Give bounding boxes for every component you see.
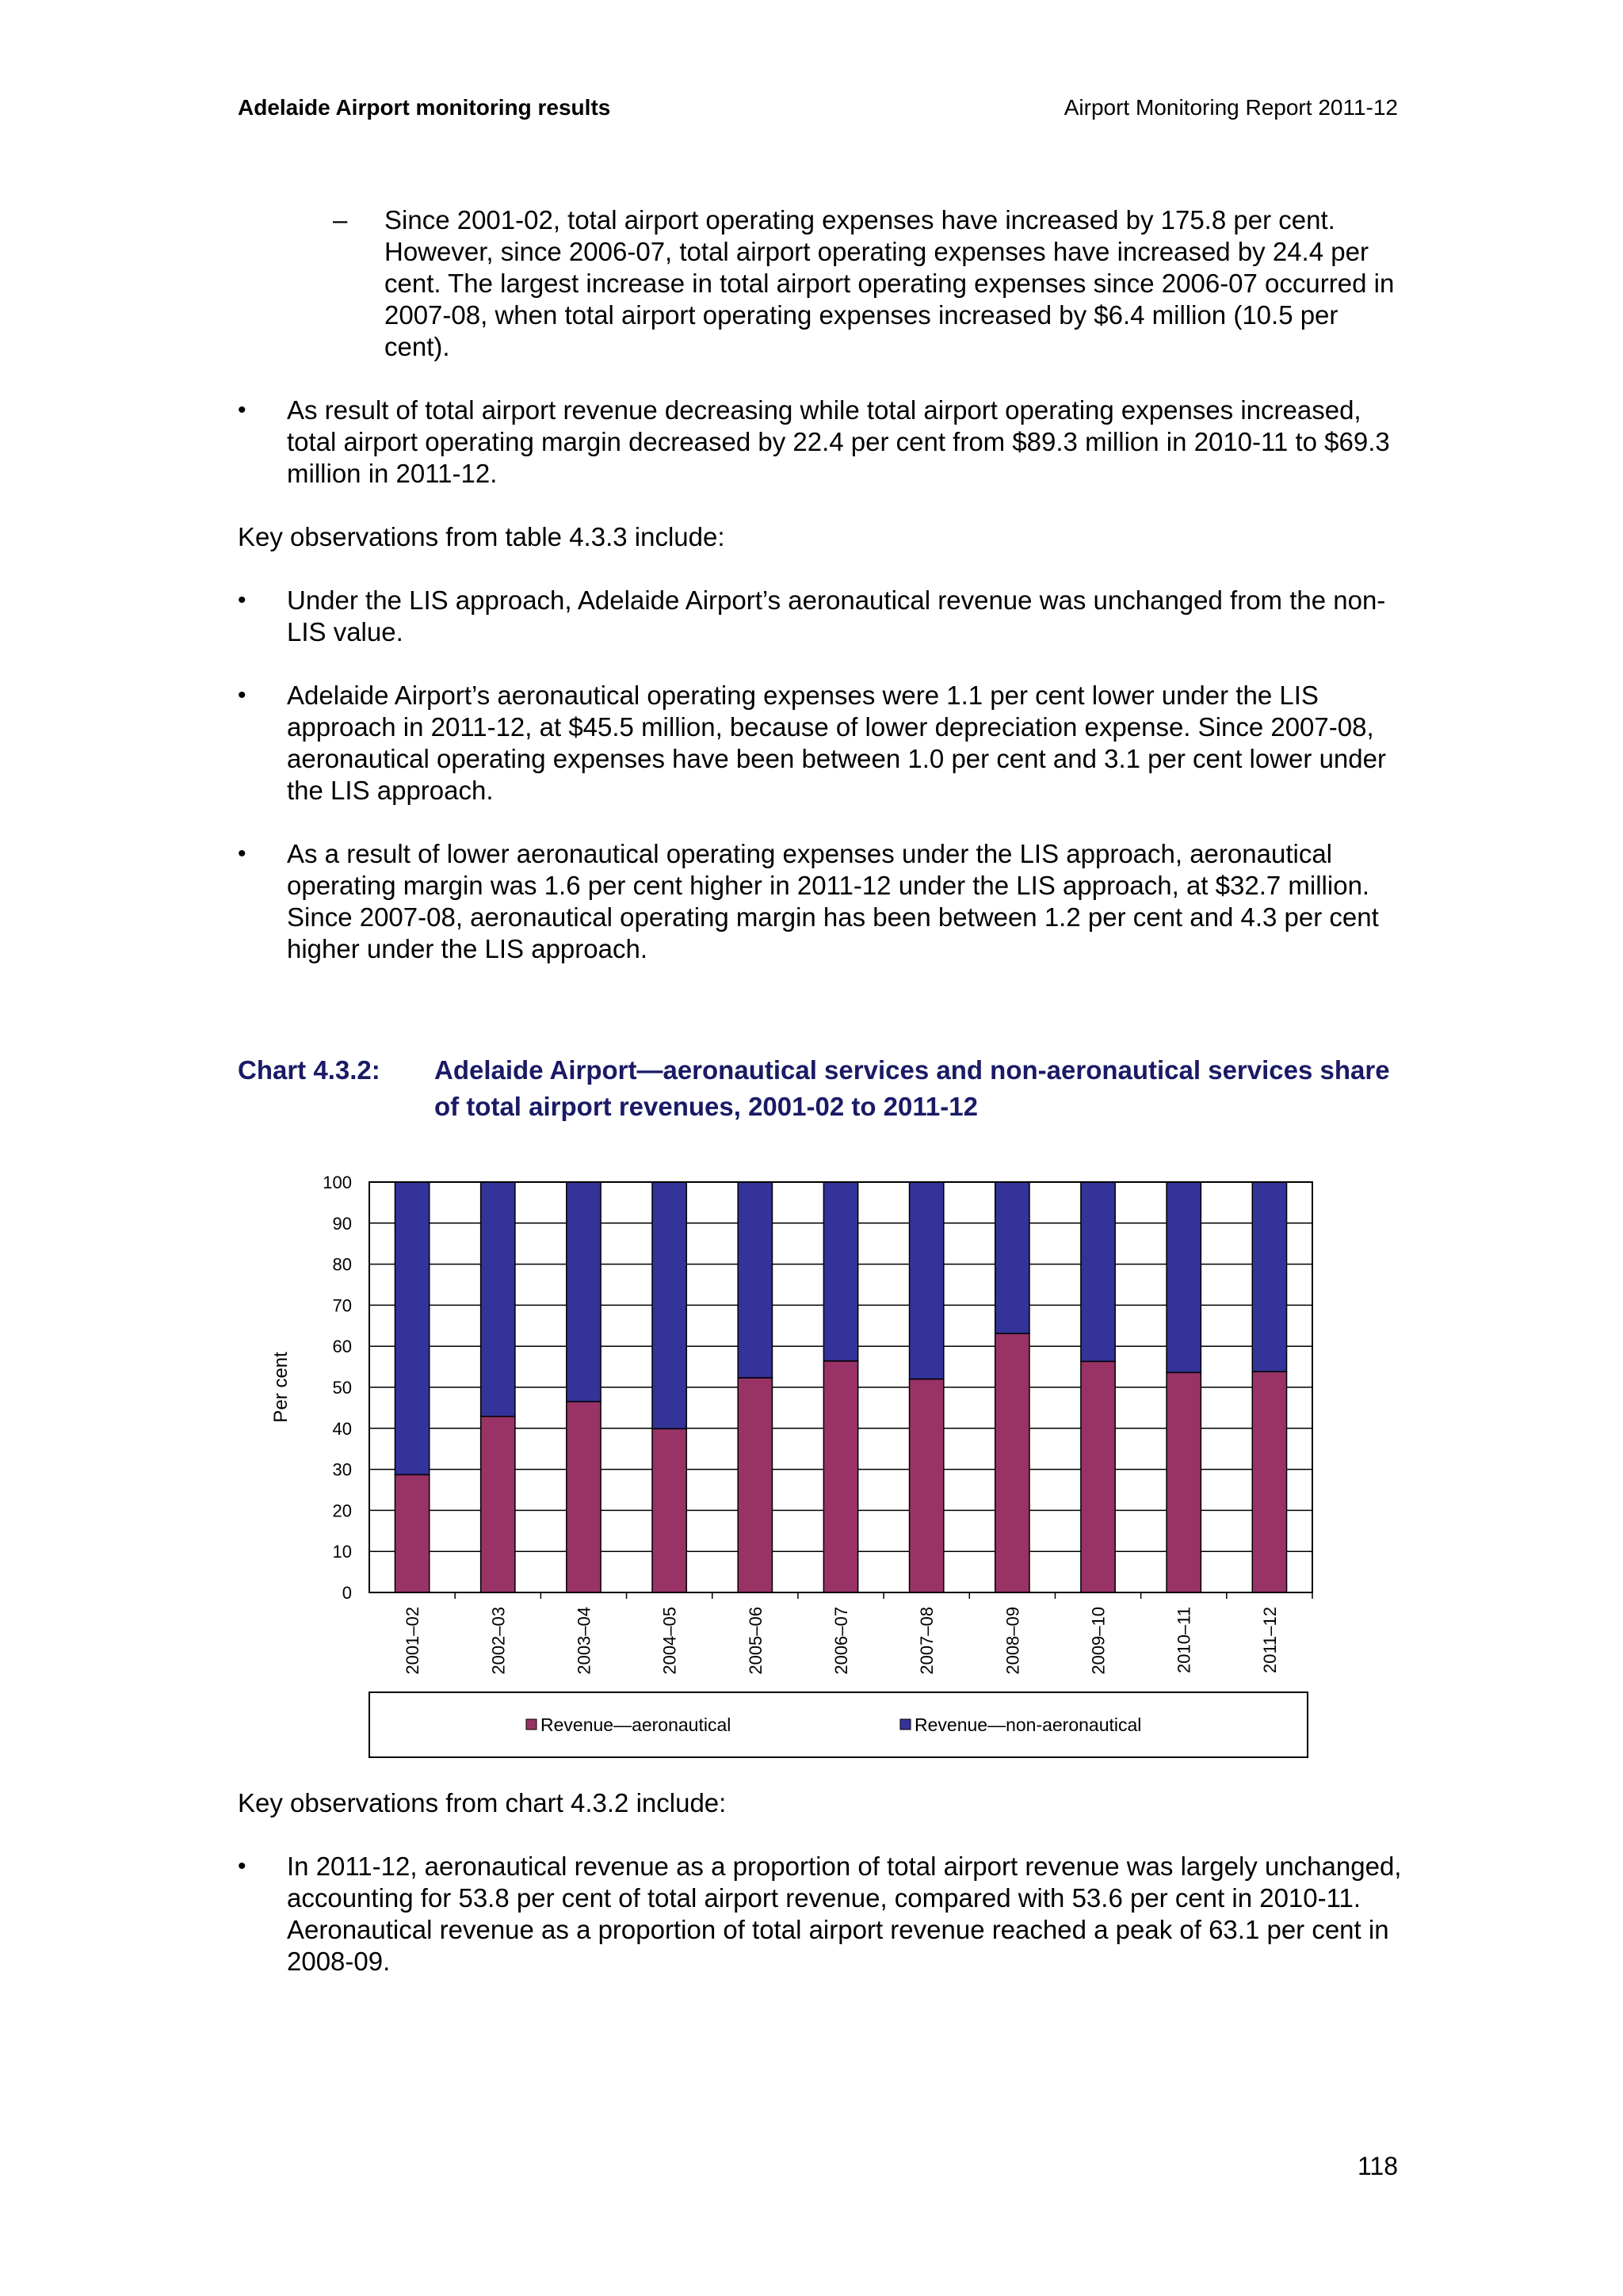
legend-label: Revenue—non-aeronautical [915, 1714, 1142, 1735]
bar-non-aeronautical [1252, 1182, 1286, 1371]
y-tick-label: 90 [332, 1213, 352, 1234]
dash-item-text: Since 2001-02, total airport operating expenses have increased by 175.8 per cent. However, since 2006-07, total airport operating expenses have increased by 24.4 per cent. The largest increase in total airport operating expenses since 2006-07 occurred in 2007-08, when total airport operating expenses increased by $6.4 million (10.5 per cent). [384, 205, 1395, 361]
legend-swatch [526, 1719, 537, 1730]
bullet-marker: • [238, 397, 246, 423]
bar-aeronautical [481, 1417, 515, 1592]
x-tick-label: 2004–05 [659, 1607, 680, 1675]
y-axis-label: Per cent [270, 1352, 292, 1423]
dash-marker: – [333, 205, 348, 235]
bullet-marker: • [238, 682, 246, 708]
legend-box [369, 1692, 1308, 1757]
bar-aeronautical [910, 1379, 944, 1592]
bar-aeronautical [1081, 1361, 1115, 1592]
chart-number: Chart 4.3.2: [238, 1055, 380, 1085]
x-tick-label: 2001–02 [403, 1607, 423, 1675]
bar-aeronautical [823, 1361, 857, 1592]
dash-list-item [238, 204, 1403, 363]
chart-observations [238, 1787, 1403, 2009]
bullet-item-text: Under the LIS approach, Adelaide Airport’s aeronautical revenue was unchanged from the non-LIS value. [287, 585, 1386, 646]
bullet-list-item [238, 395, 1403, 490]
bar-aeronautical [652, 1428, 686, 1592]
x-tick-label: 2011–12 [1259, 1607, 1280, 1674]
bar-non-aeronautical [910, 1182, 944, 1379]
y-tick-label: 30 [332, 1459, 352, 1480]
bar-aeronautical [995, 1333, 1029, 1592]
page-number: 118 [1357, 2152, 1398, 2180]
bullet-item-text: In 2011-12, aeronautical revenue as a proportion of total airport revenue was largely unchanged, accounting for 53.8 per cent of total airport revenue, compared with 53.6 per cent in 2010-11. Aeronautical revenue as a proportion of total airport revenue reached a peak of 63.1 per cent in 2008-09. [287, 1852, 1402, 1976]
y-tick-label: 80 [332, 1254, 352, 1275]
y-tick-label: 60 [332, 1337, 352, 1357]
bullet-marker: • [238, 841, 246, 867]
y-tick-label: 100 [323, 1173, 352, 1192]
legend-swatch [900, 1719, 911, 1730]
bar-aeronautical [1167, 1372, 1201, 1592]
table-observations-intro: Key observations from table 4.3.3 include: [238, 522, 725, 551]
chart-observations-intro: Key observations from chart 4.3.2 include: [238, 1788, 727, 1817]
bar-non-aeronautical [1167, 1182, 1201, 1372]
bullet-list-item [238, 680, 1403, 807]
legend-label: Revenue—aeronautical [540, 1714, 731, 1735]
y-tick-label: 20 [332, 1501, 352, 1521]
x-tick-label: 2010–11 [1174, 1607, 1194, 1674]
bullet-list-item [238, 838, 1403, 965]
bar-aeronautical [1252, 1371, 1286, 1592]
x-tick-label: 2003–04 [574, 1607, 594, 1675]
running-header-report: Airport Monitoring Report 2011-12 [1064, 95, 1398, 120]
bar-non-aeronautical [738, 1182, 772, 1378]
bullet-list-item [238, 1851, 1403, 1978]
bullet-list-item [238, 585, 1403, 648]
bullet-marker: • [238, 1853, 246, 1879]
x-tick-label: 2002–03 [488, 1607, 509, 1675]
x-tick-label: 2007–08 [917, 1607, 938, 1675]
x-tick-label: 2005–06 [745, 1607, 766, 1675]
bullet-item-text: Adelaide Airport’s aeronautical operating expenses were 1.1 per cent lower under the LIS approach in 2011-12, at $45.5 million, because of lower depreciation expense. Since 2007-08, aeronautical operating expenses have been between 1.0 per cent and 3.1 per cent lower under the LIS approach. [287, 681, 1386, 805]
y-tick-label: 10 [332, 1542, 352, 1562]
y-tick-label: 0 [342, 1583, 352, 1603]
bullet-marker: • [238, 587, 246, 613]
body-text [238, 204, 1403, 997]
chart-heading [238, 1052, 1403, 1125]
bar-non-aeronautical [823, 1182, 857, 1361]
y-tick-label: 70 [332, 1295, 352, 1316]
bar-non-aeronautical [995, 1182, 1029, 1333]
y-tick-label: 40 [332, 1418, 352, 1439]
x-tick-label: 2009–10 [1088, 1607, 1109, 1675]
bar-non-aeronautical [481, 1182, 515, 1417]
bar-aeronautical [738, 1378, 772, 1592]
x-tick-label: 2008–09 [1002, 1607, 1023, 1675]
bar-non-aeronautical [395, 1182, 429, 1474]
bullet-item-text: As result of total airport revenue decreasing while total airport operating expenses increased, total airport operating margin decreased by 22.4 per cent from $89.3 million in 2010-11 to $69.3 million in 2011-12. [287, 395, 1390, 488]
bar-aeronautical [395, 1474, 429, 1592]
bar-aeronautical [567, 1402, 601, 1592]
chart-title: Adelaide Airport—aeronautical services and non-aeronautical services share of total airport revenues, 2001-02 to 2011-12 [434, 1055, 1390, 1121]
stacked-bar-chart [238, 1157, 1347, 1759]
bar-non-aeronautical [1081, 1182, 1115, 1361]
running-header-section: Adelaide Airport monitoring results [238, 95, 611, 120]
bar-non-aeronautical [567, 1182, 601, 1402]
bullet-item-text: As a result of lower aeronautical operating expenses under the LIS approach, aeronautical operating margin was 1.6 per cent higher in 2011-12 under the LIS approach, at $32.7 million. Since 2007-08, aeronautical operating margin has been between 1.2 per cent and 4.3 per cent higher under the LIS approach. [287, 839, 1379, 963]
y-tick-label: 50 [332, 1378, 352, 1398]
chart-container [238, 1157, 1347, 1759]
x-tick-label: 2006–07 [831, 1607, 851, 1675]
bar-non-aeronautical [652, 1182, 686, 1428]
